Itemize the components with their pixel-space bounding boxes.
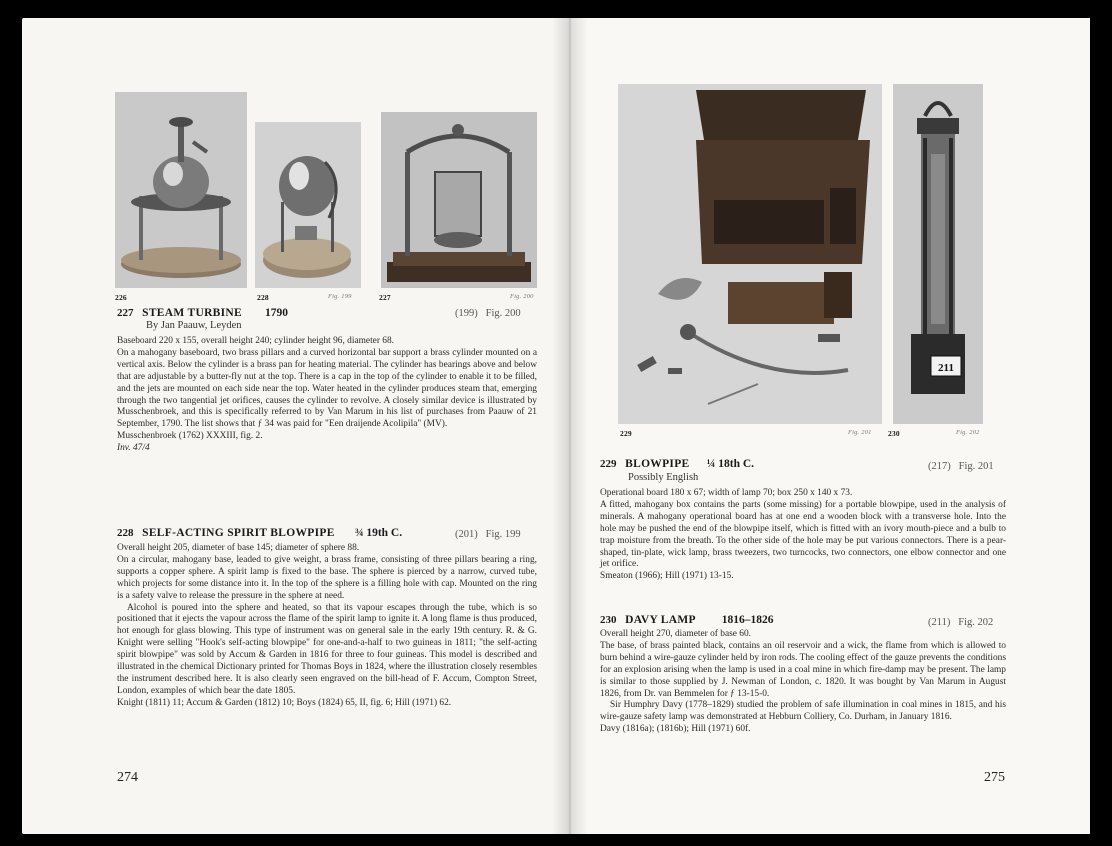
entry-ref: (199) <box>455 308 478 319</box>
davy-lamp-illustration <box>893 84 983 424</box>
page-number-left: 274 <box>117 770 138 785</box>
entry-229-origin: Possibly English <box>628 472 699 483</box>
photo-228 <box>255 122 361 288</box>
entry-227-description: On a mahogany baseboard, two brass pillars and a curved horizontal bar support a brass cylinder mounted on a vertical axis. Below the cylinder is a brass pan for heating material. The cylinder has bearings above and below that are adjustable by a butter-fly nut at the top. There is a cap in the top of the cylinder to enable it to be filled, and the jets are mounted on each side near the top. Water heated in the cylinder produces steam that, emerging through the two tangential jet orifices, causes the cylinder to revolve. A closely similar device is illustrated by Musschenbroek, and this is specifically referred to by Van Marum in his list of purchases from Paauw of 21 September, 1790. The list shows that ƒ 34 was paid for "Een draijende Acolipila" (MV). <box>117 347 537 430</box>
entry-227-maker: By Jan Paauw, Leyden <box>146 320 242 331</box>
entry-227-inventory: Inv. 47/4 <box>117 443 150 454</box>
steam-turbine-illustration <box>115 92 247 288</box>
entry-number: 229 <box>600 458 617 470</box>
caption-227-fig: Fig. 200 <box>510 293 534 300</box>
entry-229-dimensions: Operational board 180 x 67; width of lamp 70; box 250 x 140 x 73. <box>600 488 853 498</box>
entry-229-figref <box>928 461 994 472</box>
entry-228-figref <box>455 529 521 540</box>
entry-ref: (201) <box>455 529 478 540</box>
photo-226 <box>115 92 247 288</box>
entry-230-body <box>600 629 1006 736</box>
entry-date: ¼ 18th C. <box>706 458 755 470</box>
entry-230-description: The base, of brass painted black, contains an oil reservoir and a wick, the flame from which is allowed to burn behind a wire-gauze cylinder held by iron rods. The cooling effect of the gauze prevents the conditions for an explosion arising when the lamp is used in a coal mine in which fire-damp may be present. The lamp is similar to those supplied by J. Newman of London, c. 1820. It was bought by Van Marum in August 1826, from Dr. van Bemmelen for ƒ 13-15-0. <box>600 640 1006 699</box>
entry-229-body <box>600 488 1006 583</box>
entry-230-figref <box>928 617 993 628</box>
entry-227-figref <box>455 308 521 319</box>
entry-228-heading <box>117 527 402 539</box>
entry-fig: Fig. 200 <box>485 308 521 319</box>
entry-date: 1816–1826 <box>721 614 774 626</box>
photo-229 <box>618 84 882 424</box>
entry-title: BLOWPIPE <box>625 458 690 470</box>
entry-fig: Fig. 199 <box>485 529 521 540</box>
entry-228-operation: Alcohol is poured into the sphere and heated, so that its vapour escapes through the tube, which is so positioned that it ejects the vapour across the flame of the spirit lamp to ignite it. A long flame is thus produced, hot enough for glass blowing. This type of instrument was on general sale in the early 19th century. R. & G. Knight were selling "Hook's self-acting blowpipe" for one-and-a-half to two guineas in 1811; "the self-acting spirit blowpipe" was sold by Accum & Garden in 1816 for three to four guineas. This model is described and illustrated in the chemical Dictionary printed for Thomas Boys in 1824, where the illustration closely resembles the instrument described here. It is also clearly seen engraved on the bill-head of F. Accum, Compton Street, London, examples of which bear the date 1805. <box>117 602 537 696</box>
entry-number: 227 <box>117 307 134 319</box>
blowpipe-box-illustration <box>618 84 882 424</box>
photo-227 <box>381 112 537 288</box>
entry-228-description: On a circular, mahogany base, leaded to give weight, a brass frame, consisting of three pillars bearing a ring, supports a copper sphere. A spirit lamp is fixed to the base. The sphere is pierced by a narrow, curved tube, which projects for some distance into it. In the top of the sphere is a filling hole with cap. Mounted on the ring is a safety valve to release the pressure in the sphere at need. <box>117 554 537 601</box>
entry-228-dimensions: Overall height 205, diameter of base 145; diameter of sphere 88. <box>117 543 360 553</box>
caption-230: 230 <box>888 429 900 438</box>
turbine-frame-illustration <box>381 112 537 288</box>
entry-229-description: A fitted, mahogany box contains the parts (some missing) for a portable blowpipe, used in the analysis of minerals. A mahogany operational board has at one end a wooden block with a transverse hole. Into the hole may be pushed the end of the blowpipe itself, which is fitted with an ivory mouth-piece and a bulb to trap moisture from the breath. To the other side of the hole may be put various connectors. There is a pear-shaped, tin-plate, wick lamp, brass tweezers, two turncocks, two connectors, one elbow connector and one jet orifice. <box>600 499 1006 570</box>
left-page <box>22 18 570 834</box>
entry-227-heading <box>117 307 288 319</box>
entry-date: 1790 <box>265 307 288 319</box>
page-number-right: 275 <box>984 770 1005 785</box>
entry-title: DAVY LAMP <box>625 614 696 626</box>
entry-228-body <box>117 543 537 710</box>
entry-227-dimensions: Baseboard 220 x 155, overall height 240; cylinder height 96, diameter 68. <box>117 336 395 346</box>
entry-229-heading <box>600 458 754 470</box>
entry-230-dimensions: Overall height 270, diameter of base 60. <box>600 629 751 639</box>
entry-229-references: Smeaton (1966); Hill (1971) 13-15. <box>600 571 734 582</box>
entry-227-body <box>117 336 537 455</box>
entry-ref: (211) <box>928 617 951 628</box>
entry-number: 228 <box>117 527 134 539</box>
caption-228-fig: Fig. 199 <box>328 293 352 300</box>
right-page <box>570 18 1090 834</box>
caption-229: 229 <box>620 429 632 438</box>
photo-230 <box>893 84 983 424</box>
entry-227-reference: Musschenbroek (1762) XXXIII, fig. 2. <box>117 431 263 442</box>
entry-fig: Fig. 201 <box>958 461 994 472</box>
caption-226: 226 <box>115 293 127 302</box>
entry-230-history: Sir Humphry Davy (1778–1829) studied the problem of safe illumination in coal mines in 1815, and his wire-gauze safety lamp was demonstrated at Hebburn Colliery, Co. Durham, in January 1816. <box>600 700 1006 723</box>
caption-228: 228 <box>257 293 269 302</box>
caption-230-fig: Fig. 202 <box>956 429 980 436</box>
lamp-label: 211 <box>938 362 954 374</box>
caption-229-fig: Fig. 201 <box>848 429 872 436</box>
entry-228-references: Knight (1811) 11; Accum & Garden (1812) 10; Boys (1824) 65, II, fig. 6; Hill (1971) 62. <box>117 697 452 708</box>
entry-fig: Fig. 202 <box>958 617 994 628</box>
entry-ref: (217) <box>928 461 951 472</box>
entry-number: 230 <box>600 614 617 626</box>
entry-230-heading <box>600 614 774 626</box>
entry-title: SELF-ACTING SPIRIT BLOWPIPE <box>142 527 335 539</box>
entry-date: ¾ 19th C. <box>354 527 403 539</box>
blowpipe-sphere-illustration <box>255 122 361 288</box>
entry-title: STEAM TURBINE <box>142 307 242 319</box>
entry-230-references: Davy (1816a); (1816b); Hill (1971) 60f. <box>600 724 751 735</box>
caption-227: 227 <box>379 293 391 302</box>
